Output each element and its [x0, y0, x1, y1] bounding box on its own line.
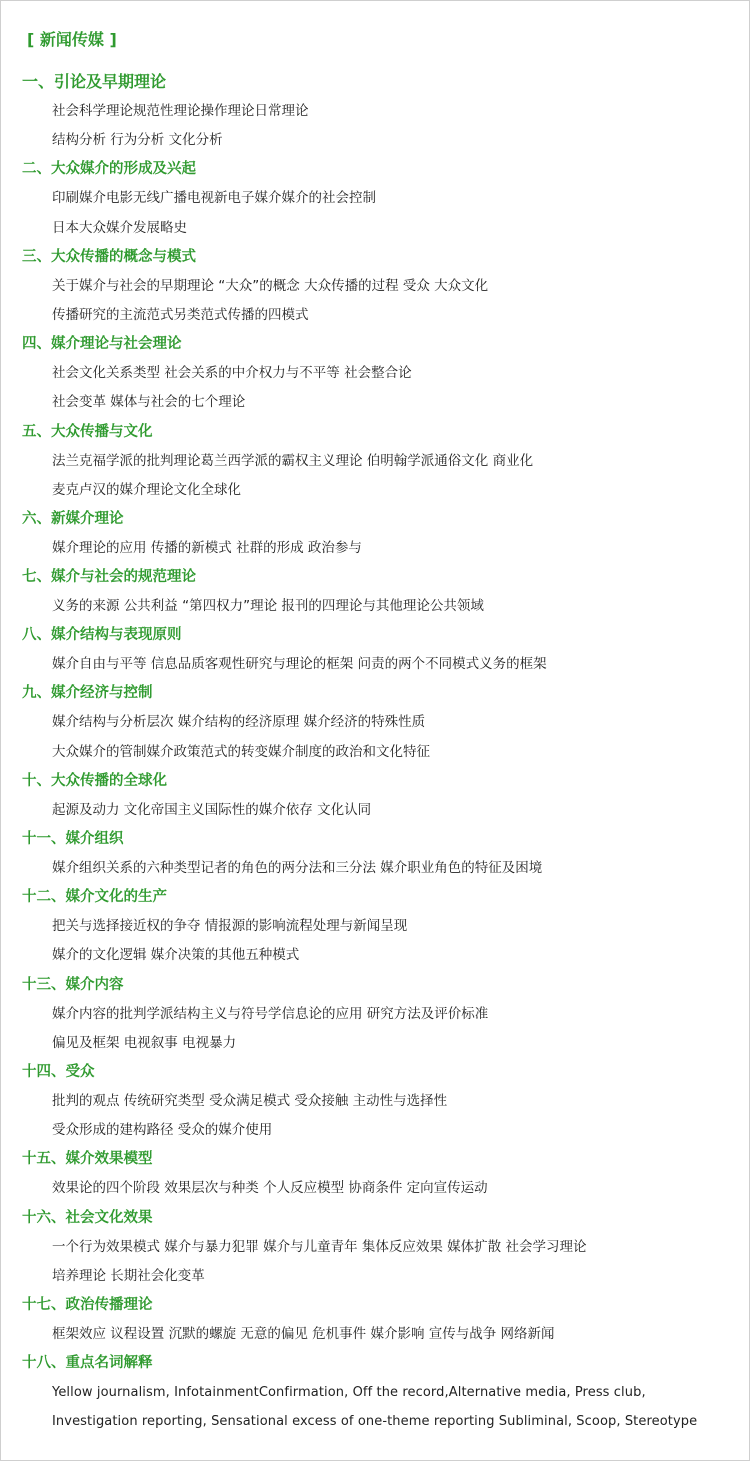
- section-heading: 十五、媒介效果模型: [22, 1151, 153, 1168]
- page-title: [ 新闻传媒 ]: [27, 30, 117, 49]
- section-item-line: 媒介理论的应用 传播的新模式 社群的形成 政治参与: [52, 539, 362, 556]
- section-item-line: Yellow journalism, InfotainmentConfirmation, Off the record,Alternative media, Press club,: [52, 1385, 646, 1401]
- section-item-line: 印刷媒介电影无线广播电视新电子媒介媒介的社会控制: [52, 190, 376, 207]
- section-item-line: 媒介内容的批判学派结构主义与符号学信息论的应用 研究方法及评价标准: [52, 1005, 489, 1022]
- section-heading: 十三、媒介内容: [22, 976, 124, 993]
- section-item-line: 传播研究的主流范式另类范式传播的四模式: [52, 306, 309, 323]
- section-item-line: 受众形成的建构路径 受众的媒介使用: [52, 1122, 273, 1139]
- section-heading: 四、媒介理论与社会理论: [22, 336, 182, 353]
- section-item-line: 批判的观点 传统研究类型 受众满足模式 受众接触 主动性与选择性: [52, 1092, 448, 1109]
- section-heading: 十四、受众: [22, 1063, 95, 1080]
- section-heading: 五、大众传播与文化: [22, 423, 153, 440]
- section-heading: 十六、社会文化效果: [22, 1209, 153, 1226]
- section-heading: 九、媒介经济与控制: [22, 685, 153, 702]
- section-heading: 十一、媒介组织: [22, 831, 124, 847]
- section-heading: 十、大众传播的全球化: [22, 772, 167, 789]
- section-item-line: 效果论的四个阶段 效果层次与种类 个人反应模型 协商条件 定向宣传运动: [52, 1180, 488, 1197]
- section-item-line: 起源及动力 文化帝国主义国际性的媒介依存 文化认同: [52, 801, 372, 818]
- section-item-line: 媒介的文化逻辑 媒介决策的其他五种模式: [52, 947, 300, 964]
- section-item-line: 社会科学理论规范性理论操作理论日常理论: [52, 103, 309, 119]
- section-heading: 一、引论及早期理论: [22, 72, 167, 91]
- section-item-line: 结构分析 行为分析 文化分析: [52, 132, 223, 149]
- section-item-line: Investigation reporting, Sensational excess of one-theme reporting Subliminal, Scoop, Stereotype: [52, 1414, 698, 1430]
- section-item-line: 社会文化关系类型 社会关系的中介权力与不平等 社会整合论: [52, 365, 412, 382]
- section-heading: 十八、重点名词解释: [22, 1355, 153, 1372]
- section-item-line: 框架效应 议程设置 沉默的螺旋 无意的偏见 危机事件 媒介影响 宣传与战争 网络新闻: [52, 1325, 555, 1342]
- section-item-line: 大众媒介的管制媒介政策范式的转变媒介制度的政治和文化特征: [52, 743, 430, 760]
- outline-list: [22, 67, 739, 1436]
- section-item-line: 把关与选择接近权的争夺 情报源的影响流程处理与新闻呈现: [52, 918, 408, 935]
- section-item-line: 培养理论 长期社会化变革: [52, 1267, 205, 1284]
- section-item-line: 法兰克福学派的批判理论葛兰西学派的霸权主义理论 伯明翰学派通俗文化 商业化: [52, 452, 534, 469]
- section-heading: 十二、媒介文化的生产: [22, 889, 167, 906]
- section-item-line: 一个行为效果模式 媒介与暴力犯罪 媒介与儿童青年 集体反应效果 媒体扩散 社会学习理论: [52, 1238, 587, 1255]
- section-item-line: 偏见及框架 电视叙事 电视暴力: [52, 1034, 237, 1051]
- section-heading: 十七、政治传播理论: [22, 1296, 153, 1313]
- section-item-line: 日本大众媒介发展略史: [52, 219, 187, 236]
- section-item-line: 媒介组织关系的六种类型记者的角色的两分法和三分法 媒介职业角色的特征及困境: [52, 860, 543, 876]
- section-heading: 二、大众媒介的形成及兴起: [22, 161, 196, 178]
- section-item-line: 媒介自由与平等 信息品质客观性研究与理论的框架 问责的两个不同模式义务的框架: [52, 656, 547, 673]
- section-item-line: 社会变革 媒体与社会的七个理论: [52, 394, 246, 411]
- section-heading: 八、媒介结构与表现原则: [22, 627, 182, 644]
- section-heading: 七、媒介与社会的规范理论: [22, 569, 196, 586]
- section-heading: 三、大众传播的概念与模式: [22, 248, 196, 265]
- section-heading: 六、新媒介理论: [22, 510, 124, 527]
- section-item-line: 关于媒介与社会的早期理论 “大众”的概念 大众传播的过程 受众 大众文化: [52, 277, 489, 294]
- section-item-line: 媒介结构与分析层次 媒介结构的经济原理 媒介经济的特殊性质: [52, 714, 426, 731]
- section-item-line: 麦克卢汉的媒介理论文化全球化: [52, 481, 241, 498]
- section-item-line: 义务的来源 公共利益 “第四权力”理论 报刊的四理论与其他理论公共领域: [52, 598, 484, 615]
